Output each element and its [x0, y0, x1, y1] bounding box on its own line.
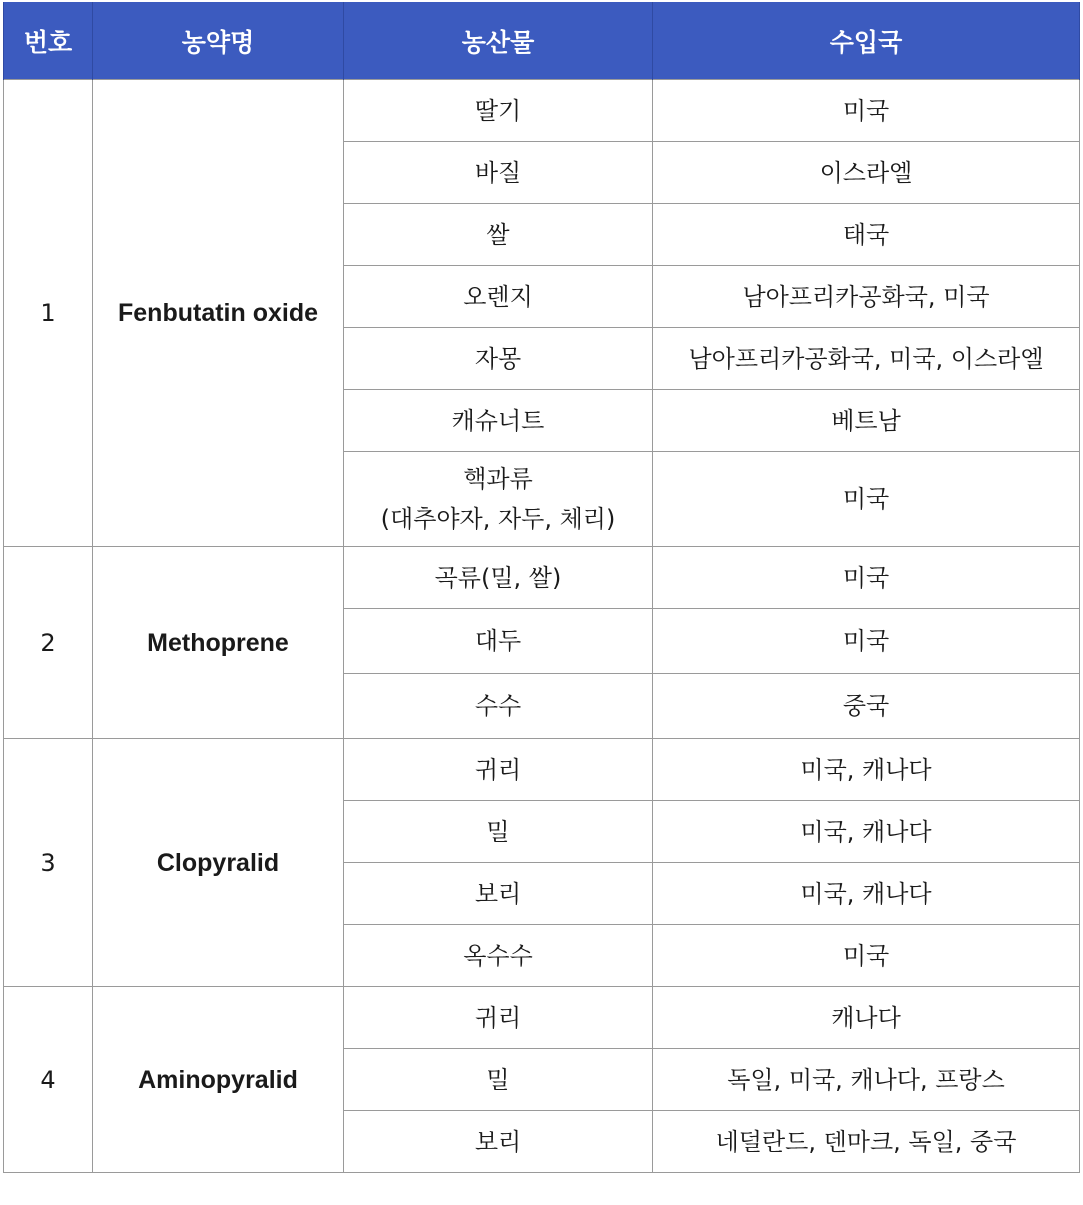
country-cell: 미국 [653, 80, 1080, 142]
country-cell: 미국, 캐나다 [653, 739, 1080, 801]
header-country: 수입국 [653, 2, 1080, 80]
country-cell: 남아프리카공화국, 미국, 이스라엘 [653, 328, 1080, 390]
crop-cell: 밀 [344, 1049, 653, 1111]
crop-cell: 쌀 [344, 204, 653, 266]
crop-line: 핵과류 [463, 465, 533, 493]
country-cell: 네덜란드, 덴마크, 독일, 중국 [653, 1111, 1080, 1173]
table-row [4, 987, 1080, 1049]
crop-cell: 곡류(밀, 쌀) [344, 547, 653, 609]
crop-cell: 귀리 [344, 739, 653, 801]
header-row [4, 2, 1080, 80]
country-cell: 미국 [653, 925, 1080, 987]
table-row [4, 80, 1080, 142]
row-number: 2 [4, 547, 93, 739]
country-cell: 남아프리카공화국, 미국 [653, 266, 1080, 328]
crop-cell: 밀 [344, 801, 653, 863]
country-cell: 중국 [653, 674, 1080, 739]
table-row [4, 739, 1080, 801]
row-number: 4 [4, 987, 93, 1173]
country-cell: 미국, 캐나다 [653, 801, 1080, 863]
crop-cell: 오렌지 [344, 266, 653, 328]
header-crop: 농산물 [344, 2, 653, 80]
country-cell: 미국 [653, 609, 1080, 674]
table-row [4, 547, 1080, 609]
row-number: 3 [4, 739, 93, 987]
crop-cell: 딸기 [344, 80, 653, 142]
row-number: 1 [4, 80, 93, 547]
country-cell: 태국 [653, 204, 1080, 266]
country-cell: 미국 [653, 547, 1080, 609]
header-no: 번호 [4, 2, 93, 80]
crop-cell [344, 452, 653, 547]
crop-cell: 자몽 [344, 328, 653, 390]
country-cell: 미국, 캐나다 [653, 863, 1080, 925]
pesticide-name: Fenbutatin oxide [93, 80, 344, 547]
crop-line: (대추야자, 자두, 체리) [380, 505, 616, 533]
header-pesticide: 농약명 [93, 2, 344, 80]
pesticide-name: Aminopyralid [93, 987, 344, 1173]
pesticide-import-table [3, 2, 1080, 1173]
crop-cell: 수수 [344, 674, 653, 739]
crop-cell: 대두 [344, 609, 653, 674]
country-cell: 독일, 미국, 캐나다, 프랑스 [653, 1049, 1080, 1111]
crop-cell: 보리 [344, 1111, 653, 1173]
country-cell: 베트남 [653, 390, 1080, 452]
crop-cell: 옥수수 [344, 925, 653, 987]
pesticide-name: Methoprene [93, 547, 344, 739]
crop-cell: 캐슈너트 [344, 390, 653, 452]
crop-cell: 귀리 [344, 987, 653, 1049]
country-cell: 미국 [653, 452, 1080, 547]
crop-cell: 바질 [344, 142, 653, 204]
crop-cell: 보리 [344, 863, 653, 925]
country-cell: 캐나다 [653, 987, 1080, 1049]
country-cell: 이스라엘 [653, 142, 1080, 204]
pesticide-name: Clopyralid [93, 739, 344, 987]
